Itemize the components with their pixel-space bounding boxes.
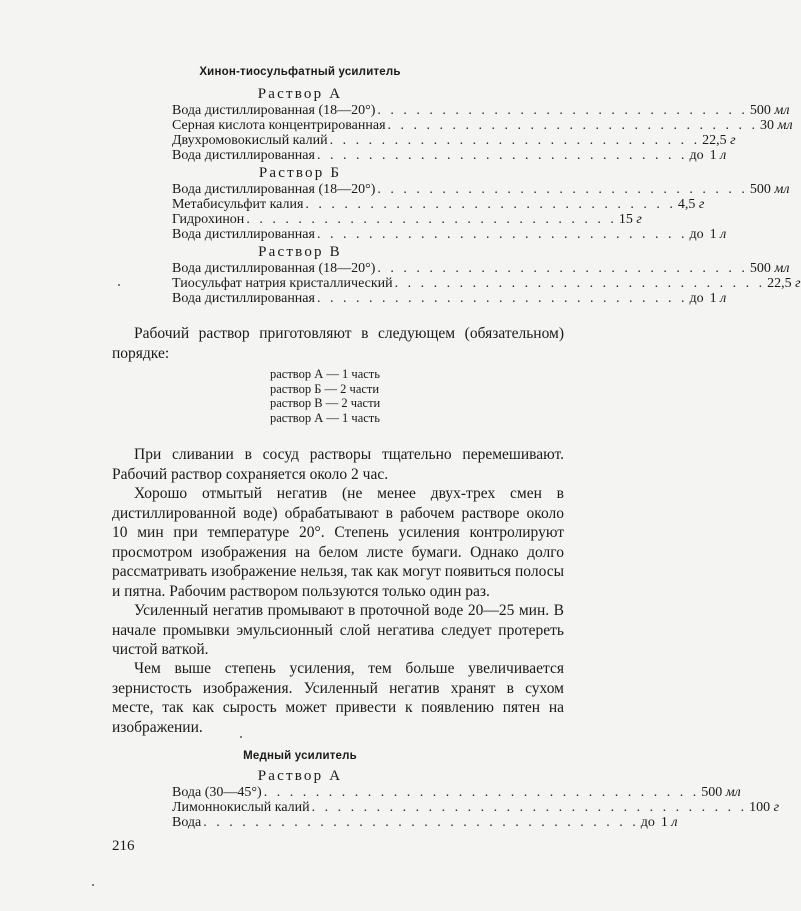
- ingredient-amount: 500 мл: [749, 182, 790, 197]
- leader-dots: . . . . . . . . . . . . . . . . . . . . . . . . . . . . .: [316, 148, 688, 163]
- ingredient-amount: 1 л: [709, 227, 727, 242]
- ingredient-name: Метабисульфит калия: [172, 197, 304, 212]
- ingredient-amount: 500 мл: [749, 103, 790, 118]
- ingredient-name: Вода дистиллированная (18—20°): [172, 182, 376, 197]
- scan-speck: [92, 884, 94, 886]
- section-title-copper: Медный усилитель: [243, 750, 357, 762]
- ingredient-prefix: до: [689, 227, 704, 242]
- solution-a-title: Раствор А: [257, 86, 343, 102]
- ingredient-name: Вода дистиллированная: [172, 227, 315, 242]
- ingredient-amount: 4,5 г: [677, 197, 705, 212]
- recipe-row: [172, 815, 678, 831]
- recipe-row: [172, 197, 705, 213]
- sequence-step: раствор А — 1 часть: [270, 410, 380, 425]
- recipe-row: [172, 276, 801, 292]
- body-paragraph: Хорошо отмытый негатив (не менее двух-трех смен в дистиллированной воде) обрабатывают в рабочем растворе около 10 мин при температуре 20°. Степень усиления контролируют просмотром изображения на белом листе бумаги. Однако долго рассматривать изображение нельзя, так как могут появиться полосы и пятна. Рабочим раствором пользуются только один раз.: [112, 485, 564, 600]
- body-paragraph: Чем выше степень усиления, тем больше увеличивается зернистость изображения. Усиленный негатив хранят в сухом месте, так как сырость может привести к появлению пятен на изображении.: [112, 660, 564, 736]
- ingredient-prefix: до: [640, 815, 655, 830]
- sequence-step: раствор А — 1 часть: [270, 367, 380, 381]
- ingredient-name: Вода дистиллированная (18—20°): [172, 261, 376, 276]
- leader-dots: . . . . . . . . . . . . . . . . . . . . . . . . . . . . .: [394, 276, 766, 291]
- ingredient-name: Гидрохинон: [172, 212, 245, 227]
- leader-dots: . . . . . . . . . . . . . . . . . . . . . . . . . . . . .: [329, 133, 701, 148]
- leader-dots: . . . . . . . . . . . . . . . . . . . . . . . . . . . . .: [377, 261, 748, 276]
- ingredient-name: Лимоннокислый калий: [172, 800, 310, 815]
- solution-v-title: Раствор В: [258, 244, 342, 260]
- recipe-row: [172, 800, 780, 816]
- ingredient-amount: 500 мл: [701, 785, 741, 800]
- leader-dots: . . . . . . . . . . . . . . . . . . . . . . . . . . . . .: [316, 227, 688, 242]
- ingredient-amount: 100 г: [749, 800, 780, 815]
- ingredient-name: Вода дистиллированная (18—20°): [172, 103, 376, 118]
- ingredient-name: Тиосульфат натрия кристаллический: [172, 276, 393, 291]
- recipe-row: [172, 291, 727, 307]
- ingredient-name: Вода (30—45°): [172, 785, 262, 800]
- leader-dots: . . . . . . . . . . . . . . . . . . . . . . . . . . . . .: [377, 103, 748, 118]
- copper-solution-a-title: Раствор А: [257, 768, 343, 784]
- ingredient-amount: 22,5 г: [702, 133, 736, 148]
- recipe-row: [172, 212, 642, 228]
- recipe-row: [172, 103, 790, 119]
- ingredient-amount: 1 л: [709, 148, 727, 163]
- leader-dots: . . . . . . . . . . . . . . . . . . . . . . . . . . . . .: [246, 212, 617, 227]
- scan-speck: [118, 284, 120, 286]
- leader-dots: . . . . . . . . . . . . . . . . . . . . . . . . . . . . . . . . . .: [203, 815, 639, 830]
- sequence-step: раствор Б — 2 части: [270, 381, 380, 396]
- ingredient-amount: 22,5 г: [767, 276, 801, 291]
- leader-dots: . . . . . . . . . . . . . . . . . . . . . . . . . . . . .: [377, 182, 748, 197]
- leader-dots: . . . . . . . . . . . . . . . . . . . . . . . . . . . . .: [387, 118, 759, 133]
- ingredient-prefix: до: [689, 291, 704, 306]
- scan-speck: [240, 736, 242, 738]
- ingredient-amount: 30 мл: [760, 118, 793, 133]
- ingredient-name: Двухромовокислый калий: [172, 133, 328, 148]
- ingredient-prefix: до: [689, 148, 704, 163]
- leader-dots: . . . . . . . . . . . . . . . . . . . . . . . . . . . . .: [316, 291, 688, 306]
- body-paragraph: При сливании в сосуд растворы тщательно перемешивают. Рабочий раствор сохраняется около 2 час.: [112, 446, 564, 483]
- recipe-row: [172, 182, 790, 198]
- leader-dots: . . . . . . . . . . . . . . . . . . . . . . . . . . . . . . . . . .: [311, 800, 748, 815]
- recipe-row: [172, 227, 727, 243]
- ingredient-amount: 500 мл: [749, 261, 790, 276]
- body-paragraph: Усиленный негатив промывают в проточной воде 20—25 мин. В начале промывки эмульсионный слой негатива следует протереть чистой ваткой.: [112, 602, 564, 658]
- ingredient-amount: 15 г: [618, 212, 642, 227]
- leader-dots: . . . . . . . . . . . . . . . . . . . . . . . . . . . . . . . . . .: [263, 785, 700, 800]
- solution-b-title: Раствор Б: [258, 165, 342, 181]
- leader-dots: . . . . . . . . . . . . . . . . . . . . . . . . . . . . .: [305, 197, 676, 212]
- recipe-row: [172, 785, 741, 801]
- ingredient-name: Вода дистиллированная: [172, 148, 315, 163]
- ingredient-amount: 1 л: [660, 815, 678, 830]
- ingredient-amount: 1 л: [709, 291, 727, 306]
- recipe-row: [172, 118, 793, 134]
- mixing-sequence: [270, 367, 380, 425]
- section-title-hinon: Хинон-тиосульфатный усилитель: [199, 66, 401, 78]
- intro-paragraph: Рабочий раствор приготовляют в следующем (обязательном) порядке:: [112, 325, 564, 362]
- recipe-row: [172, 133, 736, 149]
- ingredient-name: Вода дистиллированная: [172, 291, 315, 306]
- ingredient-name: Вода: [172, 815, 202, 830]
- page-number: 216: [112, 838, 135, 854]
- ingredient-name: Серная кислота концентрированная: [172, 118, 386, 133]
- recipe-row: [172, 261, 790, 277]
- sequence-step: раствор В — 2 части: [270, 396, 381, 410]
- recipe-row: [172, 148, 727, 164]
